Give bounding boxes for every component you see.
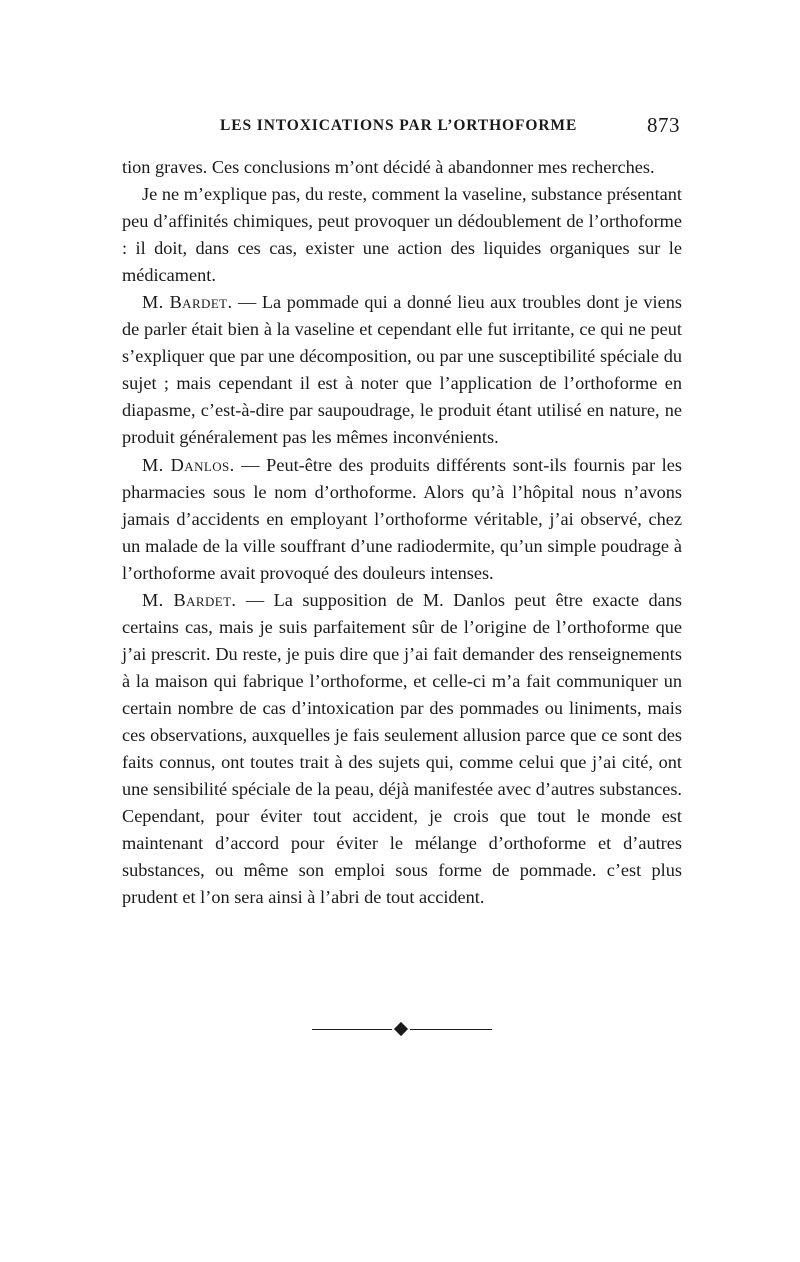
paragraph-vaseline: Je ne m’explique pas, du reste, comment la vaseline, substance présentant peu d’affinités chimiques, peut provoquer un dédoublement de l’orthoforme : il doit, dans ces cas, exister une action des liquides organiques sur le médicament. (122, 184, 682, 286)
rule-right (410, 1029, 492, 1030)
running-head (122, 113, 682, 143)
diamond-icon (394, 1022, 408, 1036)
speaker-name: M. Danlos. (142, 454, 235, 475)
diamond-rule-icon (312, 1023, 492, 1035)
speech-text: — La supposition de M. Danlos peut être exacte dans certains cas, mais je suis parfaitement sûr de l’origine de l’orthoforme que j’ai prescrit. Du reste, je puis dire que j’ai fait demander des renseignements à la maison qui fabrique l’orthoforme, et celle-ci m’a fait communiquer un certain nombre de cas d’intoxication par des pommades ou liniments, mais ces observations, auxquelles je fais seulement allusion parce que ce sont des faits connus, ont toutes trait à des sujets qui, comme celui que j’ai cité, ont une sensibilité spéciale de la peau, déjà manifestée avec d’autres substances. Cependant, pour éviter tout accident, je crois que tout le monde est maintenant d’accord pour éviter le mélange d’orthoforme et d’autres substances, ou même son emploi sous forme de pommade. c’est plus prudent et l’on sera ainsi à l’abri de tout accident. (122, 589, 682, 908)
paragraph-continuation: tion graves. Ces conclusions m’ont décidé à abandonner mes recherches. (122, 157, 655, 177)
speech-text: — La pommade qui a donné lieu aux troubles dont je viens de parler était bien à la vaseline et cependant elle fut irritante, ce qui ne peut s’expliquer que par une décomposition, ou par une susceptibilité spéciale du sujet ; mais cependant il est à noter que l’application de l’orthoforme en diapasme, c’est-à-dire par saupoudrage, le produit étant utilisé en nature, ne produit généralement pas les mêmes inconvénients. (122, 292, 682, 448)
rule-left (312, 1029, 392, 1030)
running-title: LES INTOXICATIONS PAR L’ORTHOFORME (220, 117, 578, 134)
paragraph-danlos (122, 452, 682, 587)
paragraph-bardet-2 (122, 587, 682, 912)
body-text (122, 154, 682, 911)
speech-text: — Peut-être des produits différents sont-ils fournis par les pharmacies sous le nom d’orthoforme. Alors qu’à l’hôpital nous n’avons jamais d’accidents en employant l’orthoforme véritable, j’ai observé, chez un malade de la ville souffrant d’une radiodermite, qu’un simple poudrage à l’orthoforme avait provoqué des douleurs intenses. (122, 454, 682, 583)
paragraph-bardet-1 (122, 289, 682, 451)
page-number: 873 (647, 113, 680, 137)
speaker-name: M. Bardet. (142, 292, 233, 313)
speaker-name: M. Bardet. (142, 589, 237, 610)
